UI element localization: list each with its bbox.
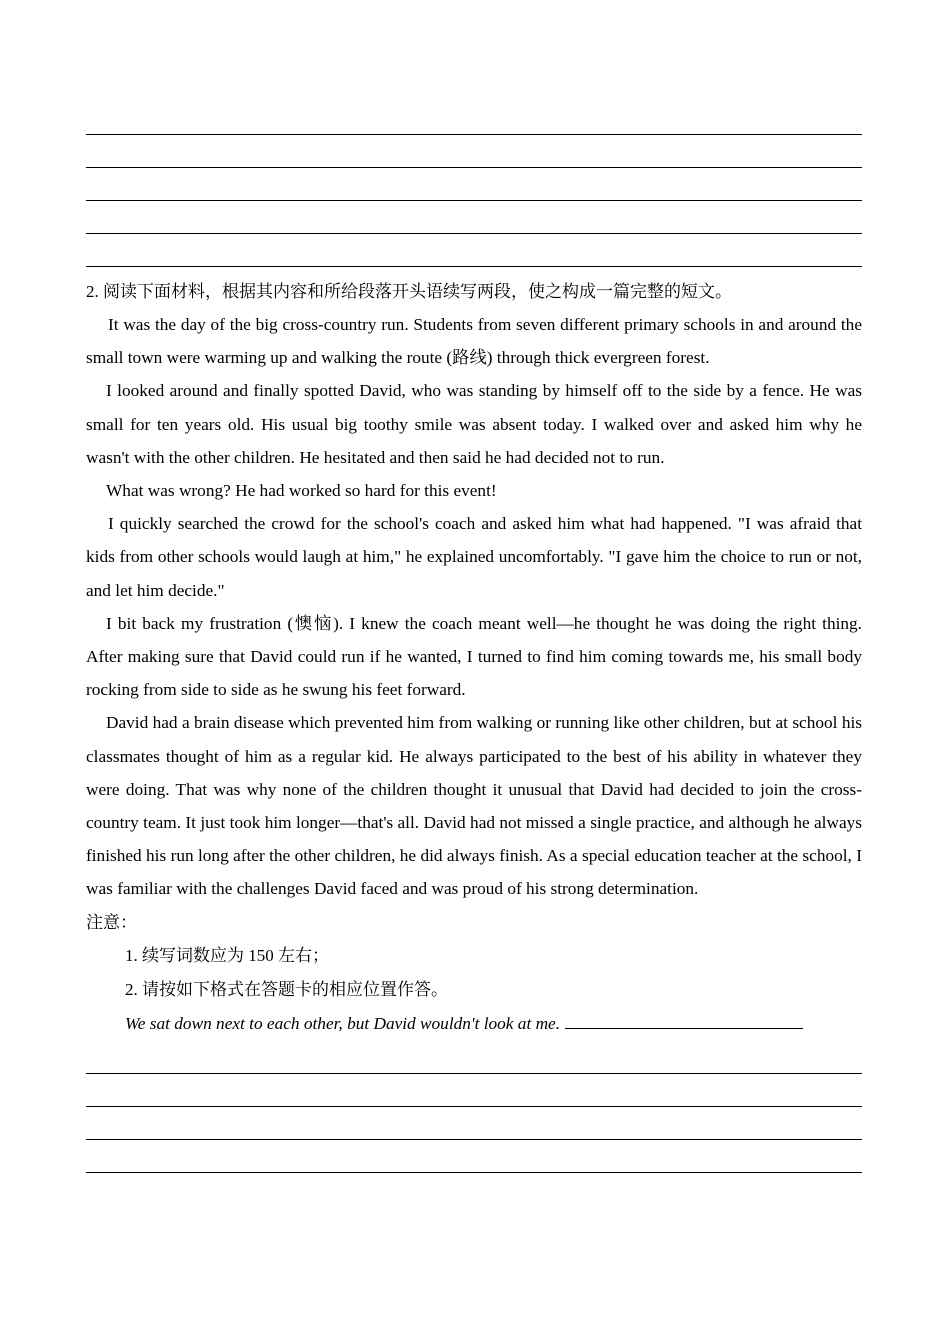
task-instruction: 2. 阅读下面材料，根据其内容和所给段落开头语续写两段，使之构成一篇完整的短文。: [86, 282, 732, 301]
worksheet-page: [86, 0, 862, 1173]
answer-line[interactable]: [86, 1074, 862, 1107]
passage-paragraph: I quickly searched the crowd for the school's coach and asked him what had happened. "I was afraid that kids from other schools would laugh at him," he explained uncomfortably. "I gave him the choice to run or not, and let him decide.": [86, 514, 862, 600]
paragraph-starter: [125, 1007, 862, 1041]
answer-line[interactable]: [86, 234, 862, 267]
passage-paragraph: What was wrong? He had worked so hard for this event!: [106, 481, 497, 501]
answer-line[interactable]: [86, 135, 862, 168]
note-item: 1. 续写词数应为 150 左右；: [125, 945, 329, 965]
answer-line[interactable]: [86, 1140, 862, 1173]
continuation-answer-lines: [86, 1041, 862, 1173]
answer-line[interactable]: [86, 1107, 862, 1140]
passage-paragraph: I bit back my frustration (懊恼). I knew the coach meant well—he thought he was doing the right thing. After making sure that David could run if he wanted, I turned to find him coming towards me, his small body rocking from side to side as he swung his feet forward.: [86, 613, 862, 700]
starter-sentence: We sat down next to each other, but David wouldn't look at me.: [125, 1013, 561, 1033]
note-item: 2. 请按如下格式在答题卡的相应位置作答。: [125, 979, 448, 999]
answer-line[interactable]: [86, 1041, 862, 1074]
starter-answer-blank[interactable]: [565, 1012, 803, 1029]
notes-label: 注意：: [86, 912, 137, 932]
reading-passage: [86, 308, 862, 906]
answer-line[interactable]: [86, 168, 862, 201]
answer-line[interactable]: [86, 102, 862, 135]
passage-paragraph: I looked around and finally spotted David, who was standing by himself off to the side by a fence. He was small for ten years old. His usual big toothy smile was absent today. I walked over and asked him why he wasn't with the other children. He hesitated and then said he had decided not to run.: [86, 381, 862, 467]
previous-answer-lines: [86, 102, 862, 267]
passage-paragraph: It was the day of the big cross-country run. Students from seven different primary schools in and around the small town were warming up and walking the route (路线) through thick evergreen forest.: [86, 315, 862, 368]
passage-paragraph: David had a brain disease which prevented him from walking or running like other children, but at school his classmates thought of him as a regular kid. He always participated to the best of his ability in whatever they were doing. That was why none of the children thought it unusual that David had decided to join the cross-country team. It just took him longer—that's all. David had not missed a single practice, and although he always finished his run long after the other children, he did always finish. As a special education teacher at the school, I was familiar with the challenges David faced and was proud of his strong determination.: [86, 713, 862, 899]
answer-line[interactable]: [86, 201, 862, 234]
